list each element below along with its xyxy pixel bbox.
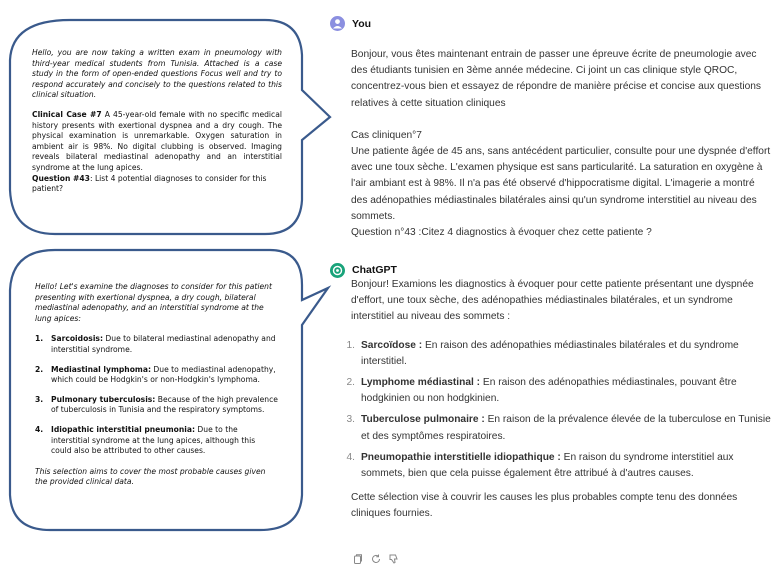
- chatgpt-avatar: [330, 263, 345, 278]
- item-label: Sarcoidosis:: [51, 334, 103, 344]
- item-number: 2.: [35, 364, 44, 374]
- item-text: Due to mediastinal adenopathy, which could be Hodgkin's or non-Hodgkin's lymphoma.: [51, 364, 276, 385]
- bubble-diagnosis-list: [35, 334, 278, 456]
- item-label: Mediastinal lymphoma:: [51, 364, 151, 374]
- item-number: 3.: [346, 414, 355, 426]
- chatgpt-author: ChatGPT: [352, 264, 397, 276]
- item-number: 2.: [346, 377, 355, 389]
- regenerate-icon[interactable]: [370, 552, 382, 564]
- item-body: [361, 375, 771, 407]
- list-item: [346, 338, 771, 370]
- item-body: [361, 450, 771, 482]
- item-number: 4.: [35, 424, 44, 434]
- list-item: [35, 425, 278, 457]
- question-label: Question #43: [32, 173, 90, 183]
- chatgpt-message: [346, 277, 771, 523]
- item-label: Idiopathic interstitial pneumonia:: [51, 424, 196, 434]
- bubble-question: [32, 174, 282, 195]
- user-case-text: Une patiente âgée de 45 ans, sans antécédent particulier, consulte pour une dyspnée d'effort avec une toux sèche. L'examen physique est sans particularité. La saturation en oxygène à l'air ambiant est à 98%. Il n'a pas été observé d'hippocratisme digital. L'imagerie a montré des adénopathies médiastinales bilatérales ainsi qu'un syndrome interstitiel au niveau des sommets.: [351, 146, 771, 222]
- chatgpt-intro: Bonjour! Examions les diagnostics à évoquer pour cette patiente présentant une dyspnée d'effort, une toux sèche, des adénopathies médiastinales bilatérales, et un syndrome interstitiel au niveau des sommets :: [351, 279, 754, 323]
- bubble-english-answer: [35, 282, 278, 488]
- item-body: [51, 395, 278, 416]
- question-text: : List 4 potential diagnoses to consider for this patient?: [32, 173, 267, 194]
- item-body: [361, 412, 771, 444]
- bubble-intro: Hello, you are now taking a written exam in pneumology with third-year medical students from Tunisia. Attached is a case study in the form of open-ended questions Focus well and try to respond accurately and concisely to the questions related to this clinical situation.: [32, 48, 282, 100]
- item-text: En raison de la prévalence élevée de la tuberculose en Tunisie et des symptômes respiratoires.: [361, 414, 771, 442]
- bubble-case: [32, 110, 282, 174]
- item-number: 3.: [35, 394, 44, 404]
- item-label: Pulmonary tuberculosis:: [51, 394, 156, 404]
- bubble-conclusion: This selection aims to cover the most probable causes given the provided clinical data.: [35, 466, 266, 487]
- item-text: Due to the interstitial syndrome at the lung apices, although this could also be attributed to other causes.: [51, 424, 256, 456]
- item-body: [51, 365, 278, 386]
- message-actions: [352, 552, 400, 564]
- user-avatar: [330, 16, 345, 31]
- list-item: [35, 395, 278, 416]
- case-text: A 45-year-old female with no specific medical history presents with exertional dyspnea and a dry cough. The physical examination is unremarkable. Oxygen saturation in ambient air is 98%. No digital clubbing is observed. Imaging reveals bilateral mediastinal adenopathy and an interstitial syndrome at the lung apices.: [32, 109, 282, 172]
- list-item: [346, 450, 771, 482]
- copy-icon[interactable]: [352, 552, 364, 564]
- list-item: [346, 375, 771, 407]
- chatgpt-diagnosis-list: [346, 338, 771, 483]
- item-body: [51, 425, 278, 457]
- thumbs-down-icon[interactable]: [388, 552, 400, 564]
- item-label: Sarcoïdose :: [361, 339, 423, 351]
- item-text: Because of the high prevalence of tuberculosis in Tunisia and the respiratory symptoms.: [51, 394, 278, 415]
- item-text: En raison des adénopathies médiastinales, pouvant être hodgkinien ou non hodgkinien.: [361, 377, 737, 405]
- list-item: [35, 365, 278, 386]
- item-label: Tuberculose pulmonaire :: [361, 414, 485, 426]
- item-number: 1.: [35, 334, 44, 344]
- case-label: Clinical Case #7: [32, 109, 102, 119]
- user-case-title: Cas cliniquen°7: [351, 129, 422, 141]
- item-number: 4.: [346, 451, 355, 463]
- item-text: En raison des adénopathies médiastinales bilatérales et du syndrome interstitiel.: [361, 339, 739, 367]
- item-label: Lymphome médiastinal :: [361, 377, 481, 389]
- user-author: You: [352, 18, 372, 30]
- bubble-english-question: [32, 48, 282, 195]
- item-body: [361, 338, 771, 370]
- item-text: Due to bilateral mediastinal adenopathy and interstitial syndrome.: [51, 334, 276, 354]
- item-text: En raison du syndrome interstitiel aux sommets, bien que cela puisse également être attribué à d'autres causes.: [361, 451, 734, 480]
- user-message: [351, 47, 771, 241]
- list-item: [35, 334, 278, 355]
- item-label: Pneumopathie interstitielle idiopathique :: [361, 451, 561, 463]
- chatgpt-conclusion: Cette sélection vise à couvrir les causes les plus probables compte tenu des données cliniques fournies.: [351, 492, 738, 520]
- user-intro: Bonjour, vous êtes maintenant entrain de passer une épreuve écrite de pneumologie avec des étudiants tunisien en 3ème année médecine. Ci joint un cas clinique style QROC, concentrez-vous bien et essayez de répondre de manière précise et concise aux questions relatives à cette situation cliniques: [351, 49, 762, 109]
- user-question: Question n°43 :Citez 4 diagnostics à évoquer chez cette patiente ?: [351, 227, 652, 239]
- item-number: 1.: [346, 339, 355, 351]
- bubble-answer-intro: Hello! Let's examine the diagnoses to consider for this patient presenting with exertional dyspnea, a dry cough, bilateral mediastinal adenopathy, and an interstitial syndrome at the lung apices:: [35, 282, 272, 323]
- item-body: [51, 334, 278, 355]
- list-item: [346, 412, 771, 444]
